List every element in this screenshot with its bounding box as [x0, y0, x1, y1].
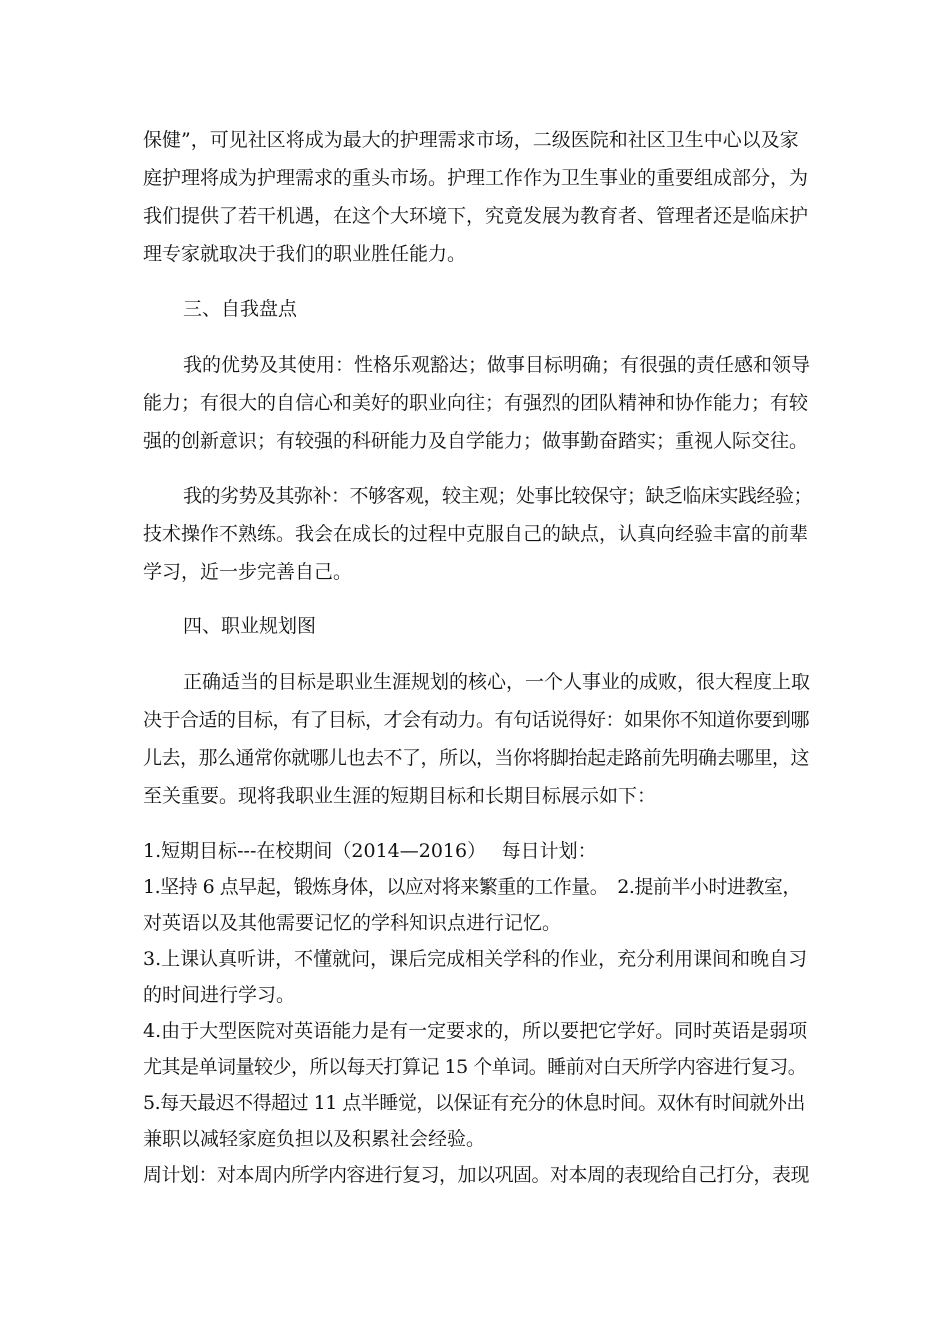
text-line: 我的劣势及其弥补：不够客观，较主观；处事比较保守；缺乏临床实践经验； — [183, 485, 813, 507]
text-line: 决于合适的目标，有了目标，才会有动力。有句话说得好：如果你不知道你要到哪 — [143, 709, 810, 731]
text-line: 正确适当的目标是职业生涯规划的核心，一个人事业的成败，很大程度上取 — [183, 671, 811, 693]
text-line: 我的优势及其使用：性格乐观豁达；做事目标明确；有很强的责任感和领导 — [183, 354, 811, 376]
text-line: 能力；有很大的自信心和美好的职业向往；有强烈的团队精神和协作能力；有较 — [143, 392, 809, 414]
text-line: 技术操作不熟练。我会在成长的过程中克服自己的缺点，认真向经验丰富的前辈 — [143, 523, 809, 545]
short-term-goal-list — [143, 833, 811, 1193]
section-heading: 四、职业规划图 — [183, 615, 317, 637]
paragraph-weaknesses — [143, 477, 811, 591]
text-line: 至关重要。现将我职业生涯的短期目标和长期目标展示如下： — [143, 785, 657, 807]
section-heading: 三、自我盘点 — [183, 298, 298, 320]
heading-self-inventory — [143, 290, 811, 328]
list-line: 1.坚持 6 点早起，锻炼身体，以应对将来繁重的工作量。 2.提前半小时进教室， — [143, 876, 801, 898]
text-line: 学习，近一步完善自己。 — [143, 561, 353, 583]
list-line: 的时间进行学习。 — [143, 984, 296, 1006]
list-line: 4.由于大型医院对英语能力是有一定要求的，所以要把它学好。同时英语是弱项 — [143, 1020, 808, 1042]
list-line: 兼职以减轻家庭负担以及积累社会经验。 — [143, 1128, 486, 1150]
text-line: 儿去，那么通常你就哪儿也去不了，所以，当你将脚抬起走路前先明确去哪里，这 — [143, 747, 810, 769]
paragraph-strengths — [143, 346, 811, 460]
list-line: 尤其是单词量较少，所以每天打算记 15 个单词。睡前对白天所学内容进行复习。 — [143, 1056, 807, 1078]
list-line: 1.短期目标---在校期间（2014—2016） 每日计划： — [143, 840, 597, 862]
text-line: 保健”，可见社区将成为最大的护理需求市场，二级医院和社区卫生中心以及家 — [143, 129, 799, 151]
list-line: 周计划：对本周内所学内容进行复习，加以巩固。对本周的表现给自己打分，表现 — [143, 1164, 810, 1186]
list-line: 3.上课认真听讲，不懂就问，课后完成相关学科的作业，充分利用课间和晚自习 — [143, 948, 808, 970]
list-line: 5.每天最迟不得超过 11 点半睡觉，以保证有充分的休息时间。双休有时间就外出 — [143, 1092, 805, 1114]
paragraph-nursing-market — [143, 121, 811, 273]
text-line: 理专家就取决于我们的职业胜任能力。 — [143, 243, 467, 265]
text-line: 庭护理将成为护理需求的重头市场。护理工作作为卫生事业的重要组成部分，为 — [143, 167, 809, 189]
paragraph-goals-intro — [143, 663, 811, 815]
text-line: 强的创新意识；有较强的科研能力及自学能力；做事勤奋踏实；重视人际交往。 — [143, 430, 809, 452]
list-line: 对英语以及其他需要记忆的学科知识点进行记忆。 — [143, 912, 562, 934]
heading-career-plan — [143, 607, 811, 645]
text-line: 我们提供了若干机遇，在这个大环境下，究竟发展为教育者、管理者还是临床护 — [143, 205, 809, 227]
